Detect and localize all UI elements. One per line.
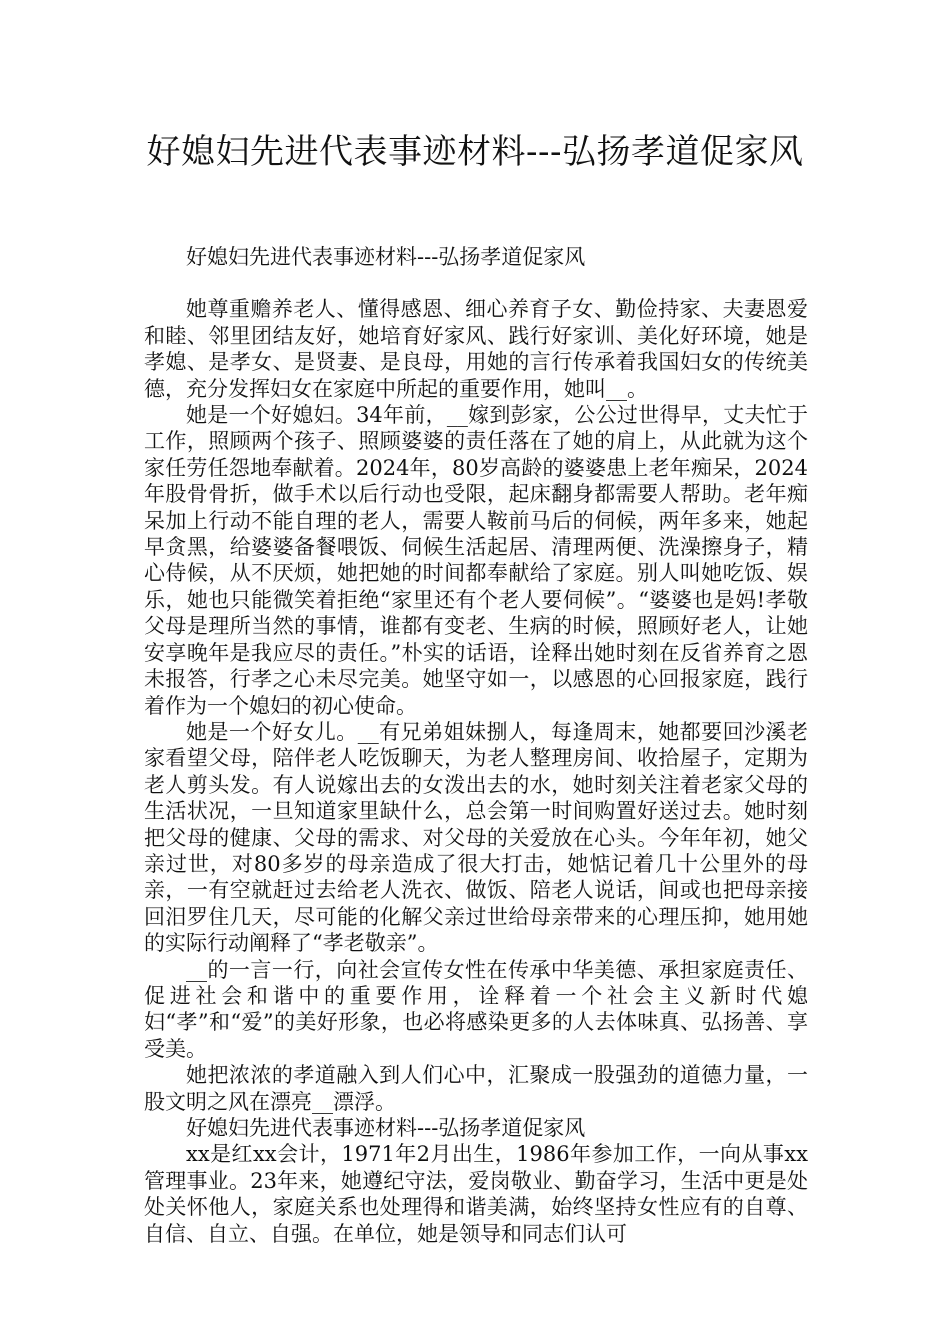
document-title: 好媳妇先进代表事迹材料---弘扬孝道促家风 [146, 132, 804, 172]
paragraph-conclusion: 她把浓浓的孝道融入到人们心中，汇聚成一股强劲的道德力量，一股文明之风在漂亮__漂浮。 [144, 1063, 808, 1114]
paragraph-intro: 她尊重赡养老人、懂得感恩、细心养育子女、勤俭持家、夫妻恩爱和睦、邻里团结友好，她培育好家风、践行好家训、美化好环境，她是孝媳、是孝女、是贤妻、是良母，用她的言行传承着我国妇女的传统美德，充分发挥妇女在家庭中所起的重要作用，她叫__。 [144, 297, 808, 401]
paragraph-section-heading: 好媳妇先进代表事迹材料---弘扬孝道促家风 [186, 1116, 586, 1140]
paragraph-influence: __的一言一行，向社会宣传女性在传承中华美德、承担家庭责任、促进社会和谐中的重要作用，诠释着一个社会主义新时代媳妇“孝”和“爱”的美好形象，也必将感染更多的人去体味真、弘扬善、享受美。 [144, 957, 808, 1061]
paragraph-good-daughter-in-law: 她是一个好媳妇。34年前，__嫁到彭家，公公过世得早，丈夫忙于工作，照顾两个孩子、照顾婆婆的责任落在了她的肩上，从此就为这个家任劳任怨地奉献着。2024年，80岁高龄的婆婆患上老年痴呆，2024年股骨骨折，做手术以后行动也受限，起床翻身都需要人帮助。老年痴呆加上行动不能自理的老人，需要人鞍前马后的伺候，两年多来，她起早贪黑，给婆婆备餐喂饭、伺候生活起居、清理两便、洗澡擦身子，精心侍候，从不厌烦，她把她的时间都奉献给了家庭。别人叫她吃饭、娱乐，她也只能微笑着拒绝“家里还有个老人要伺候”。“婆婆也是妈!孝敬父母是理所当然的事情，谁都有变老、生病的时候，照顾好老人，让她安享晚年是我应尽的责任。”朴实的话语，诠释出她时刻在反省养育之恩未报答，行孝之心未尽完美。她坚守如一，以感恩的心回报家庭，践行着作为一个媳妇的初心使命。 [144, 403, 808, 718]
document-body [144, 244, 808, 1247]
paragraph-good-daughter: 她是一个好女儿。__有兄弟姐妹捌人，每逢周末，她都要回沙溪老家看望父母，陪伴老人吃饭聊天，为老人整理房间、收拾屋子，定期为老人剪头发。有人说嫁出去的女泼出去的水，她时刻关注着老家父母的生活状况，一旦知道家里缺什么，总会第一时间购置好送过去。她时刻把父母的健康、父母的需求、对父母的关爱放在心头。今年年初，她父亲过世，对80多岁的母亲造成了很大打击，她惦记着几十公里外的母亲，一有空就赶过去给老人洗衣、做饭、陪老人说话，间或也把母亲接回汨罗住几天，尽可能的化解父亲过世给母亲带来的心理压抑，她用她的实际行动阐释了“孝老敬亲”。 [144, 719, 808, 956]
paragraph-profile: xx是红xx会计，1971年2月出生，1986年参加工作，一向从事xx管理事业。23年来，她遵纪守法，爱岗敬业、勤奋学习，生活中更是处处关怀他人，家庭关系也处理得和谐美满，始终坚持女性应有的自尊、自信、自立、自强。在单位，她是领导和同志们认可 [144, 1142, 808, 1246]
document-subtitle: 好媳妇先进代表事迹材料---弘扬孝道促家风 [186, 245, 586, 269]
